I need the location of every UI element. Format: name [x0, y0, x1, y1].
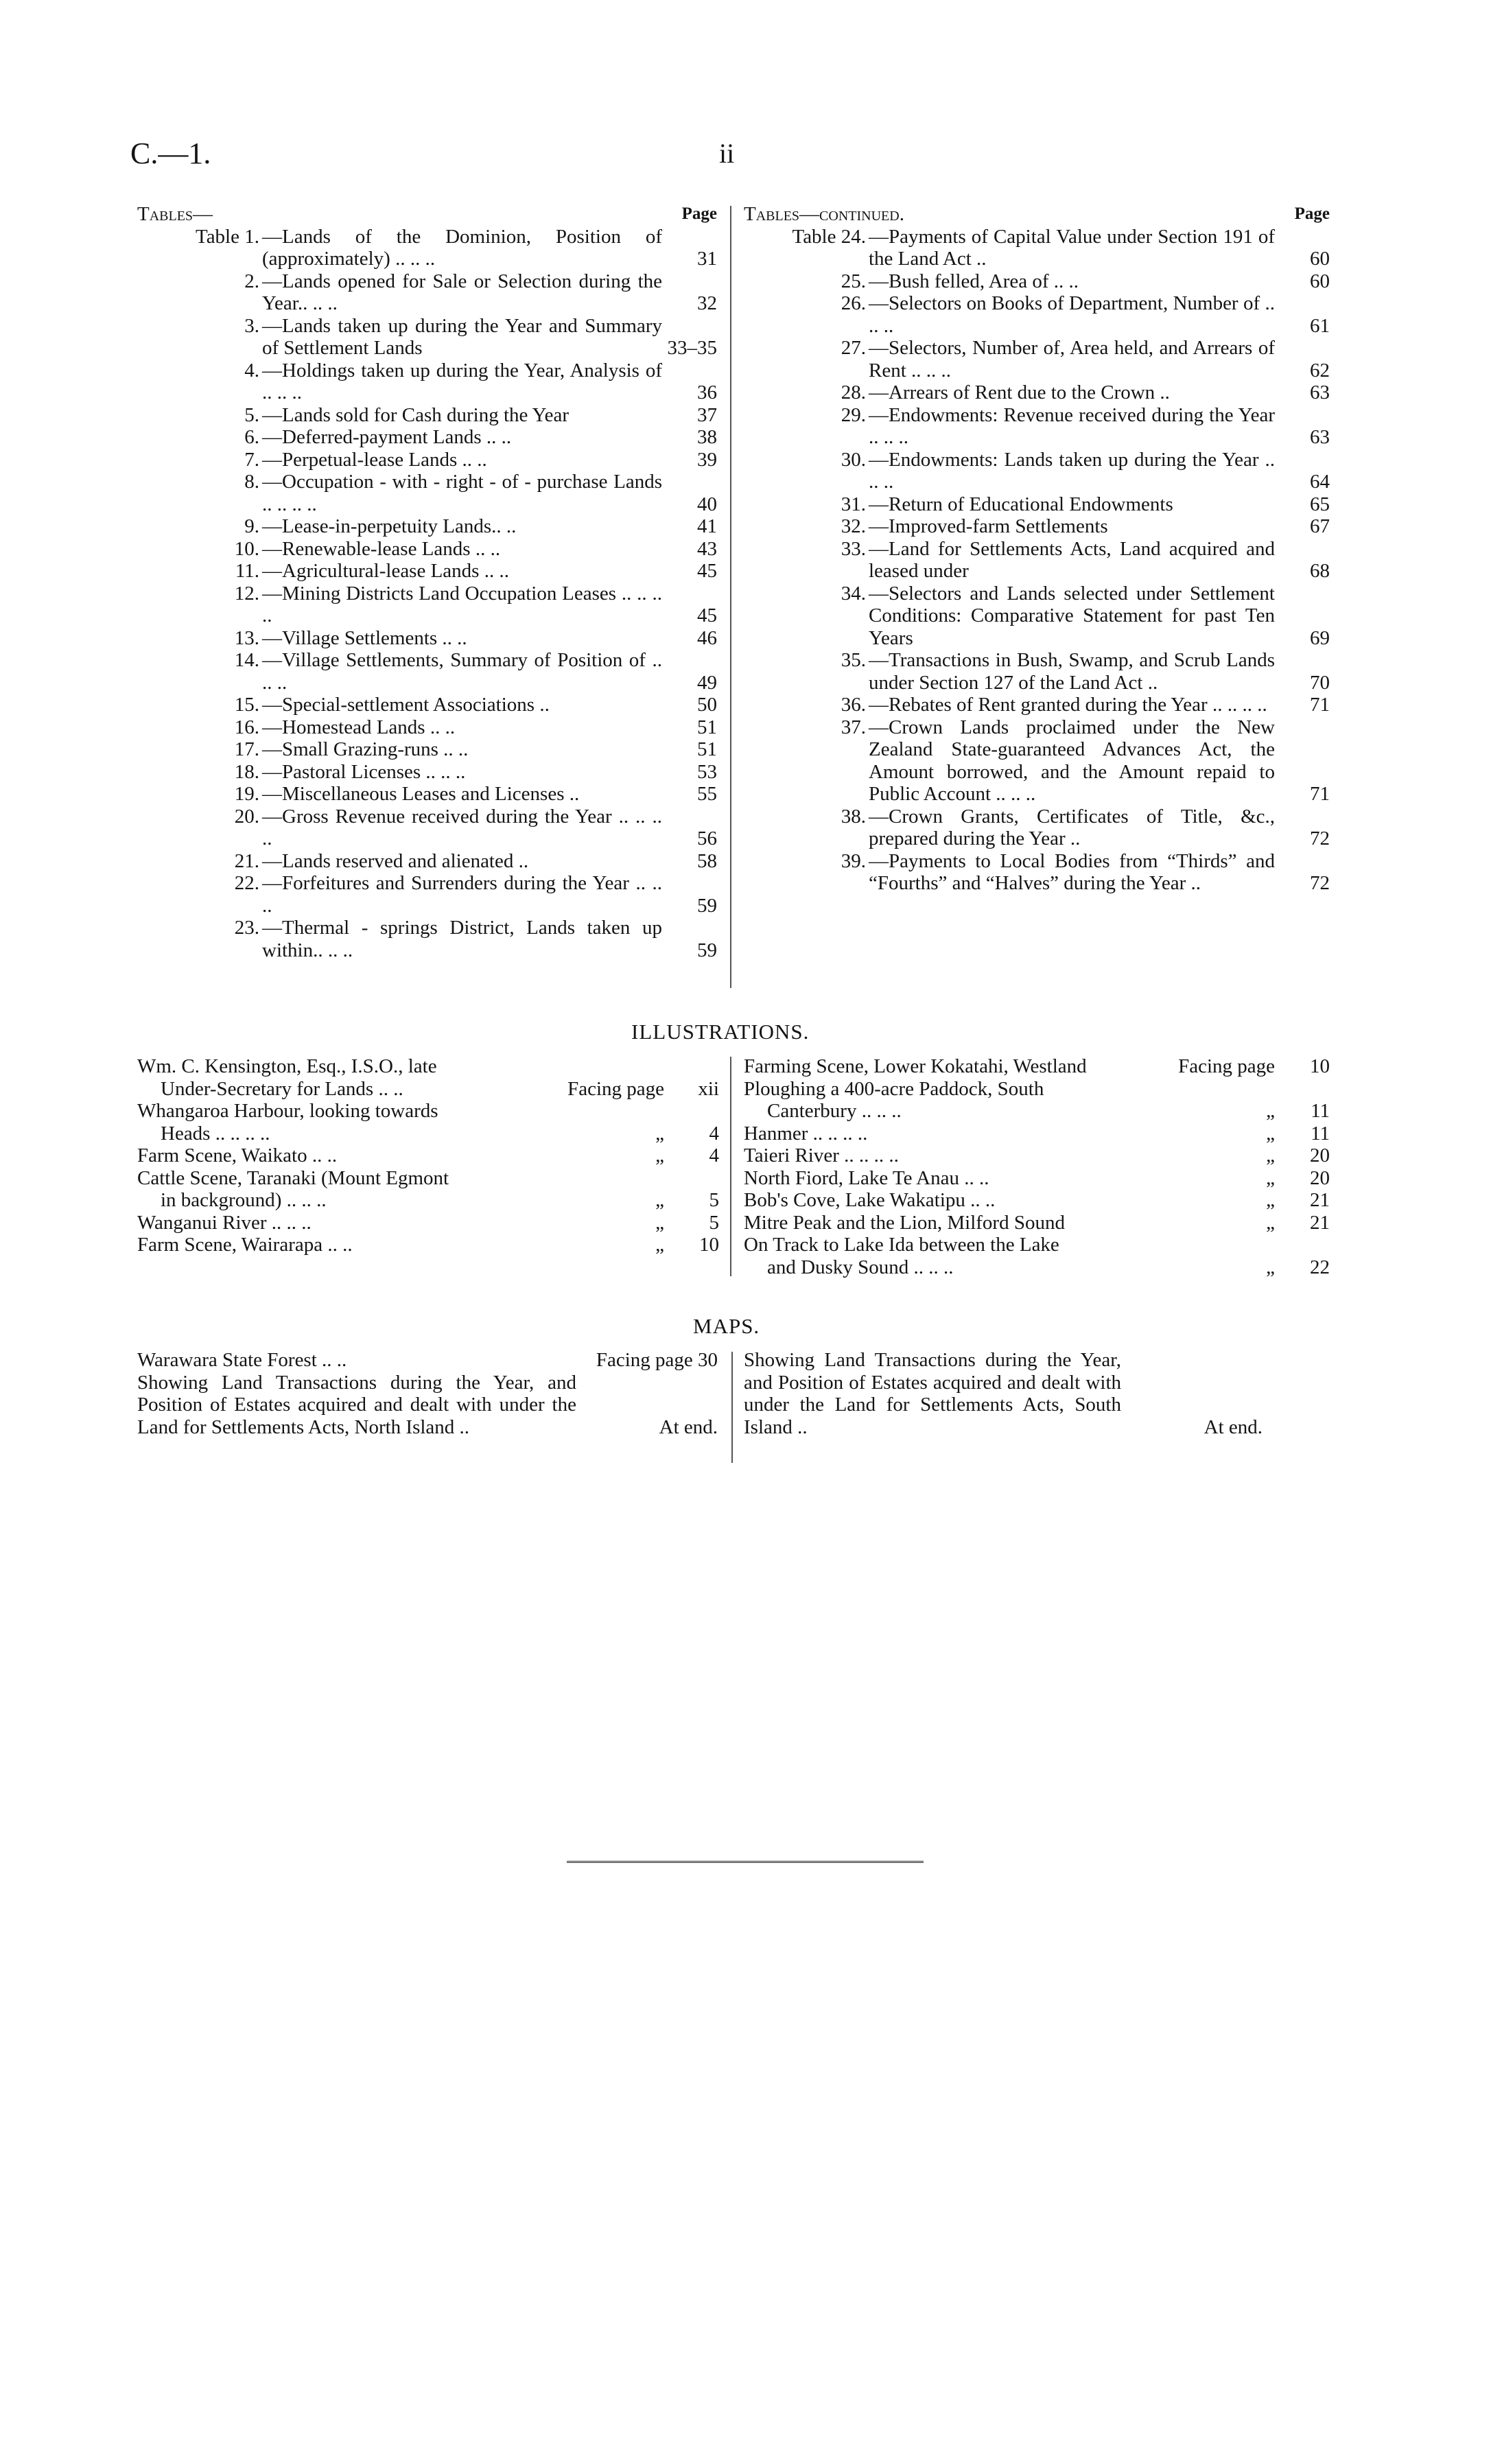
table-title: —Forfeitures and Surrenders during the Year .. .. .. — [262, 872, 662, 917]
table-number: 23. — [234, 917, 259, 939]
table-number: 20. — [234, 805, 259, 828]
table-entry — [738, 583, 1331, 650]
illustration-entry — [744, 1145, 1331, 1167]
table-page: 50 — [697, 694, 717, 716]
table-title: —Small Grazing-runs .. .. — [262, 738, 469, 760]
map-location: Facing page 30 — [596, 1349, 718, 1371]
table-entry — [132, 471, 718, 515]
table-page: 63 — [1310, 382, 1330, 403]
table-title: —Deferred-payment Lands .. .. — [262, 426, 512, 448]
table-entry — [132, 627, 718, 650]
table-title: —Endowments: Lands taken up during the Year .. .. .. — [869, 448, 1275, 493]
illustration-entry — [744, 1234, 1331, 1278]
table-entry — [132, 738, 718, 761]
table-number: 32. — [841, 515, 866, 537]
table-page: 51 — [697, 716, 717, 738]
table-number: 9. — [244, 515, 259, 537]
map-entry — [744, 1349, 1265, 1438]
table-number: 8. — [244, 471, 259, 493]
table-page: 32 — [697, 292, 717, 314]
table-page: 41 — [697, 515, 717, 537]
table-entry — [738, 493, 1331, 516]
table-number: 30. — [841, 448, 866, 471]
table-page: 70 — [1310, 671, 1330, 694]
table-page: 71 — [1310, 783, 1330, 805]
illustration-entry — [744, 1078, 1331, 1123]
table-entry — [132, 515, 718, 538]
table-number: 39. — [841, 849, 866, 872]
table-title: —Return of Educational Endowments — [869, 493, 1173, 515]
table-title: —Lands reserved and alienated .. — [262, 849, 529, 872]
page-number: ii — [719, 138, 735, 169]
table-number: 4. — [244, 359, 259, 382]
table-entry — [738, 404, 1331, 449]
table-title: —Bush felled, Area of .. .. — [869, 270, 1079, 292]
illustration-page: 10 — [1310, 1055, 1330, 1077]
table-entry — [132, 649, 718, 694]
table-entry — [132, 694, 718, 716]
table-page: 61 — [1310, 314, 1330, 337]
table-title: —Improved-farm Settlements — [869, 515, 1108, 537]
table-number: 26. — [841, 292, 866, 314]
report-code: C.—1. — [130, 137, 211, 170]
table-title: —Pastoral Licenses .. .. .. — [262, 760, 466, 783]
illustration-facing: „ — [655, 1211, 664, 1234]
maps-divider — [731, 1352, 733, 1463]
table-page: 49 — [697, 671, 717, 694]
tables-heading — [132, 203, 718, 226]
illustration-entry — [744, 1123, 1331, 1145]
illustration-facing: „ — [1266, 1211, 1275, 1234]
table-page: 62 — [1310, 359, 1330, 382]
map-title: Showing Land Transactions during the Year, and Position of Estates acquired and dealt with under the Land for Settlements Acts, South Island .. — [744, 1349, 1121, 1438]
illustration-entry — [137, 1055, 720, 1100]
table-title: —Gross Revenue received during the Year .. .. .. .. — [262, 805, 662, 849]
illustration-facing: „ — [655, 1234, 664, 1256]
table-page: 38 — [697, 426, 717, 448]
table-title: —Thermal - springs District, Lands taken up within.. .. .. — [262, 917, 662, 961]
table-title: —Endowments: Revenue received during the Year .. .. .. — [869, 403, 1275, 448]
table-number: 17. — [234, 738, 259, 760]
table-number: 31. — [841, 493, 866, 515]
table-title: —Village Settlements, Summary of Position of .. .. .. — [262, 649, 662, 694]
illustration-page: 4 — [709, 1122, 719, 1145]
illustration-page: 11 — [1311, 1122, 1330, 1145]
table-number: 10. — [234, 537, 259, 560]
illustration-entry — [744, 1212, 1331, 1234]
table-page: 45 — [697, 605, 717, 626]
illustration-facing: „ — [1266, 1166, 1275, 1189]
table-entry — [738, 449, 1331, 493]
table-entry — [132, 560, 718, 583]
page-column-label-right: Page — [1294, 204, 1330, 223]
illustration-entry — [137, 1212, 720, 1234]
table-entry — [738, 270, 1331, 293]
table-title: —Village Settlements .. .. — [262, 626, 467, 649]
page-column-label: Page — [681, 204, 717, 223]
map-entry — [137, 1349, 720, 1372]
table-number: Table 1. — [196, 225, 259, 248]
table-number: 16. — [234, 716, 259, 738]
illustration-title: Bob's Cove, Lake Wakatipu .. .. — [744, 1189, 996, 1211]
tables-list-left — [132, 203, 718, 961]
illustration-title: Ploughing a 400-acre Paddock, South — [744, 1077, 1044, 1100]
table-entry — [738, 649, 1331, 694]
table-entry — [132, 538, 718, 561]
table-entry — [132, 761, 718, 784]
map-location: At end. — [659, 1416, 718, 1438]
table-entry — [132, 850, 718, 873]
illustration-facing: Facing page — [1178, 1055, 1275, 1077]
table-title: —Lease-in-perpetuity Lands.. .. — [262, 515, 517, 537]
illustration-title: Wanganui River .. .. .. — [137, 1211, 312, 1234]
table-entry — [132, 583, 718, 627]
map-entry — [137, 1372, 720, 1439]
illustrations-title: ILLUSTRATIONS. — [631, 1020, 810, 1044]
table-entry — [132, 449, 718, 471]
illustration-title: North Fiord, Lake Te Anau .. .. — [744, 1166, 989, 1189]
table-entry — [132, 783, 718, 806]
table-entry — [738, 337, 1331, 382]
illustration-entry — [744, 1189, 1331, 1212]
illustration-entry — [137, 1167, 720, 1212]
table-entry — [738, 694, 1331, 716]
illustration-entry — [137, 1145, 720, 1167]
illustration-page: 5 — [709, 1211, 719, 1234]
table-title: —Lands taken up during the Year and Summary of Settlement Lands — [262, 314, 662, 359]
table-entry — [738, 382, 1331, 404]
illustration-facing: „ — [655, 1122, 664, 1145]
table-title: —Lands sold for Cash during the Year — [262, 403, 570, 426]
table-number: 35. — [841, 649, 866, 671]
table-page: 72 — [1310, 872, 1330, 894]
table-page: 59 — [697, 939, 717, 961]
table-number: 34. — [841, 582, 866, 605]
table-number: 5. — [244, 403, 259, 426]
illustration-title-continued: in background) .. .. .. — [161, 1189, 327, 1211]
illustration-facing: „ — [1266, 1145, 1275, 1166]
illustration-title: Farm Scene, Wairarapa .. .. — [137, 1234, 353, 1256]
illustration-facing: „ — [1266, 1100, 1275, 1122]
table-title: —Renewable-lease Lands .. .. — [262, 537, 501, 560]
table-title: —Holdings taken up during the Year, Analysis of .. .. .. — [262, 359, 662, 403]
illustrations-list-right — [744, 1055, 1331, 1278]
tables-entries-right — [738, 226, 1331, 895]
table-number: Table 24. — [792, 225, 866, 248]
table-title: —Lands of the Dominion, Position of (approximately) .. .. .. — [262, 225, 662, 270]
table-entry — [132, 360, 718, 404]
table-entry — [738, 538, 1331, 583]
table-entry — [738, 716, 1331, 806]
table-title: —Selectors on Books of Department, Number of .. .. .. — [869, 292, 1275, 337]
table-title: —Miscellaneous Leases and Licenses .. — [262, 783, 580, 805]
table-title: —Crown Lands proclaimed under the New Zealand State-guaranteed Advances Act, the Amount borrowed, and the Amount repaid to Public Account .. .. .. — [869, 716, 1275, 805]
table-page: 72 — [1310, 828, 1330, 849]
illustration-page: 10 — [699, 1234, 719, 1256]
table-page: 58 — [697, 849, 717, 872]
table-number: 36. — [841, 694, 866, 716]
table-number: 19. — [234, 783, 259, 805]
table-entry — [132, 917, 718, 961]
table-page: 55 — [697, 783, 717, 805]
illustration-facing: „ — [1266, 1189, 1275, 1211]
illustration-entry — [137, 1234, 720, 1256]
table-entry — [132, 806, 718, 850]
table-title: —Perpetual-lease Lands .. .. — [262, 448, 487, 471]
illustration-entry — [744, 1167, 1331, 1190]
maps-title: MAPS. — [693, 1314, 760, 1338]
table-number: 21. — [234, 849, 259, 872]
table-page: 60 — [1310, 270, 1330, 292]
illustrations-divider — [730, 1057, 731, 1276]
table-page: 71 — [1310, 694, 1330, 716]
table-number: 38. — [841, 805, 866, 828]
table-number: 33. — [841, 537, 866, 560]
table-title: —Special-settlement Associations .. — [262, 694, 550, 716]
table-title: —Lands opened for Sale or Selection during the Year.. .. .. — [262, 270, 662, 314]
table-title: —Land for Settlements Acts, Land acquired and leased under — [869, 537, 1275, 582]
table-page: 65 — [1310, 493, 1330, 515]
table-entry — [132, 426, 718, 449]
illustration-title: Farm Scene, Waikato .. .. — [137, 1145, 338, 1166]
table-page: 37 — [697, 403, 717, 426]
table-page: 69 — [1310, 626, 1330, 649]
table-page: 68 — [1310, 560, 1330, 582]
table-title: —Mining Districts Land Occupation Leases .. .. .. .. — [262, 582, 662, 626]
table-page: 31 — [697, 248, 717, 270]
table-number: 18. — [234, 760, 259, 783]
maps-list-right — [744, 1349, 1265, 1438]
table-entry — [132, 270, 718, 315]
table-title: —Agricultural-lease Lands .. .. — [262, 560, 509, 582]
illustration-title: Cattle Scene, Taranaki (Mount Egmont — [137, 1166, 449, 1189]
table-entry — [738, 806, 1331, 850]
illustration-entry — [744, 1055, 1331, 1078]
table-page: 67 — [1310, 515, 1330, 537]
table-entry — [738, 226, 1331, 270]
illustration-title-continued: Heads .. .. .. .. — [161, 1122, 270, 1145]
illustration-page: 22 — [1310, 1256, 1330, 1278]
table-title: —Arrears of Rent due to the Crown .. — [869, 382, 1170, 403]
table-number: 6. — [244, 426, 259, 448]
table-title: —Occupation - with - right - of - purchase Lands .. .. .. .. — [262, 471, 662, 515]
table-title: —Selectors and Lands selected under Settlement Conditions: Comparative Statement for past Ten Years — [869, 582, 1275, 649]
illustration-page: 21 — [1310, 1189, 1330, 1211]
illustration-facing: „ — [655, 1145, 664, 1166]
table-entry — [132, 716, 718, 739]
table-number: 28. — [841, 382, 866, 403]
closing-rule — [567, 1861, 924, 1863]
tables-continued-heading — [738, 203, 1331, 226]
table-title: —Crown Grants, Certificates of Title, &c., prepared during the Year .. — [869, 805, 1275, 849]
illustration-title: On Track to Lake Ida between the Lake — [744, 1234, 1059, 1256]
table-number: 22. — [234, 872, 259, 894]
illustration-title: Wm. C. Kensington, Esq., I.S.O., late — [137, 1055, 437, 1077]
illustration-page: 21 — [1310, 1211, 1330, 1234]
illustration-title: Hanmer .. .. .. .. — [744, 1122, 868, 1145]
table-page: 59 — [697, 894, 717, 917]
illustration-title: Mitre Peak and the Lion, Milford Sound — [744, 1211, 1065, 1234]
table-page: 56 — [697, 828, 717, 849]
table-page: 40 — [697, 493, 717, 515]
illustration-facing: „ — [1266, 1122, 1275, 1145]
illustrations-list-left — [137, 1055, 720, 1256]
table-number: 37. — [841, 716, 866, 738]
table-title: —Payments to Local Bodies from “Thirds” and “Fourths” and “Halves” during the Year .. — [869, 849, 1275, 894]
table-title: —Rebates of Rent granted during the Year .. .. .. .. — [869, 694, 1267, 716]
tables-list-right — [738, 203, 1331, 895]
table-number: 13. — [234, 626, 259, 649]
tables-continued-label: Tables—continued. — [744, 203, 904, 225]
table-number: 12. — [234, 582, 259, 605]
illustration-title: Farming Scene, Lower Kokatahi, Westland — [744, 1055, 1087, 1077]
illustration-title: Whangaroa Harbour, looking towards — [137, 1100, 438, 1122]
table-page: 33–35 — [667, 337, 717, 359]
table-number: 15. — [234, 694, 259, 716]
table-entry — [132, 404, 718, 427]
illustration-page: xii — [698, 1077, 719, 1100]
column-divider — [730, 206, 731, 988]
maps-list-left — [137, 1349, 720, 1438]
table-number: 3. — [244, 314, 259, 337]
table-title: —Homestead Lands .. .. — [262, 716, 456, 738]
illustration-page: 20 — [1310, 1166, 1330, 1189]
table-page: 51 — [697, 738, 717, 760]
map-title: Warawara State Forest .. .. — [137, 1349, 347, 1371]
table-page: 46 — [697, 626, 717, 649]
illustration-page: 5 — [709, 1189, 719, 1211]
table-entry — [132, 226, 718, 270]
table-page: 45 — [697, 560, 717, 582]
map-title: Showing Land Transactions during the Year, and Position of Estates acquired and dealt with under the Land for Settlements Acts, North Island .. — [137, 1371, 576, 1438]
tables-entries-left — [132, 226, 718, 962]
illustration-page: 20 — [1310, 1145, 1330, 1166]
illustration-facing: „ — [1266, 1256, 1275, 1278]
illustration-title-continued: Canterbury .. .. .. — [767, 1100, 902, 1122]
illustration-entry — [137, 1100, 720, 1145]
table-entry — [738, 292, 1331, 337]
map-location: At end. — [1204, 1416, 1263, 1438]
table-page: 39 — [697, 448, 717, 471]
illustration-facing: „ — [655, 1189, 664, 1211]
table-number: 29. — [841, 403, 866, 426]
illustration-title: Taieri River .. .. .. .. — [744, 1145, 899, 1166]
illustration-title-continued: and Dusky Sound .. .. .. — [767, 1256, 954, 1278]
illustration-page: 11 — [1311, 1100, 1330, 1122]
table-page: 53 — [697, 760, 717, 783]
illustration-title-continued: Under-Secretary for Lands .. .. — [161, 1077, 403, 1100]
table-number: 7. — [244, 448, 259, 471]
tables-heading-label: Tables— — [137, 203, 213, 225]
table-entry — [738, 515, 1331, 538]
table-page: 60 — [1310, 248, 1330, 270]
table-page: 64 — [1310, 471, 1330, 493]
table-entry — [132, 872, 718, 917]
illustration-page: 4 — [709, 1145, 719, 1166]
table-number: 25. — [841, 270, 866, 292]
illustration-facing: Facing page — [567, 1077, 664, 1100]
table-entry — [132, 315, 718, 360]
table-title: —Transactions in Bush, Swamp, and Scrub Lands under Section 127 of the Land Act .. — [869, 649, 1275, 694]
table-page: 63 — [1310, 426, 1330, 448]
table-number: 11. — [235, 560, 259, 582]
table-page: 43 — [697, 537, 717, 560]
table-entry — [738, 850, 1331, 895]
table-title: —Selectors, Number of, Area held, and Arrears of Rent .. .. .. — [869, 337, 1275, 382]
table-number: 2. — [244, 270, 259, 292]
table-title: —Payments of Capital Value under Section 191 of the Land Act .. — [869, 225, 1275, 270]
table-number: 14. — [234, 649, 259, 671]
table-page: 36 — [697, 382, 717, 403]
table-number: 27. — [841, 337, 866, 359]
